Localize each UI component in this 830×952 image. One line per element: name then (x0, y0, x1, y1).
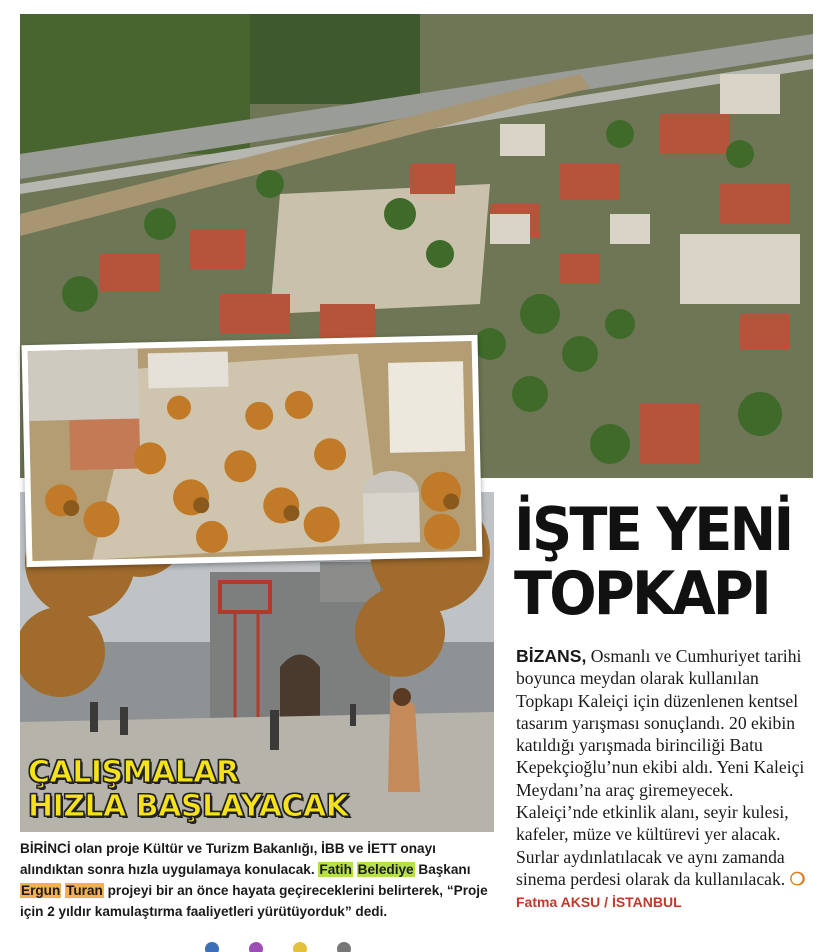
footer-dots (205, 942, 351, 952)
headline (514, 495, 793, 629)
caption-text-2: Başkanı (414, 862, 471, 877)
overlay-title (28, 756, 349, 824)
article-body (516, 645, 812, 914)
article-text: Osmanlı ve Cumhuriyet tarihi boyunca meydan olarak kullanılan Topkapı Kaleiçi için düzenlenen kentsel tasarım yarışması sonuçlandı. 20 ekibin katıldığı yarışmada birinciliği Batu Kepekçioğlu’nun ekibi aldı. Yeni Kaleiçi Meydanı’na araç giremeyecek. Kaleiçi’nde etkinlik alanı, seyir kulesi, kafeler, müze ve kültürevi yer alacak. Surlar aydınlatılacak ve aynı zamanda sinema perdesi olarak da kullanılacak. (516, 646, 805, 889)
caption-lead: BİRİNCİ (20, 841, 71, 856)
footer-dot (205, 942, 219, 952)
article-lead: BİZANS, (516, 646, 587, 666)
caption-text-1: olan proje Kültür ve Turizm Bakanlığı, İBB ve İETT onayı alındıktan sonra hızla uygulamaya konulacak. (20, 841, 436, 877)
footer-dot (293, 942, 307, 952)
caption-text-3: projeyi bir an önce hayata geçireceklerini belirterek, “Proje için 2 yıldır kamulaştırma faaliyetleri yürütüyorduk” dedi. (20, 883, 488, 919)
byline: Fatma AKSU / İSTANBUL (516, 894, 682, 911)
highlight-ergun: Ergun (21, 883, 61, 898)
overlay-title-line2: HIZLA BAŞLAYACAK (28, 789, 349, 824)
highlight-turan: Turan (66, 883, 103, 898)
caption (20, 838, 498, 922)
overlay-title-line1: ÇALIŞMALAR (28, 755, 239, 790)
byline-icon: ❍ (789, 868, 806, 889)
article-paragraph (516, 645, 812, 914)
inset-rendering (22, 335, 483, 567)
footer-dot (249, 942, 263, 952)
highlight-belediye: Belediye (357, 862, 414, 877)
headline-line2: TOPKAPI (514, 559, 769, 629)
footer-dot (337, 942, 351, 952)
headline-line1: İŞTE YENİ (514, 495, 792, 565)
highlight-fatih: Fatih (319, 862, 352, 877)
